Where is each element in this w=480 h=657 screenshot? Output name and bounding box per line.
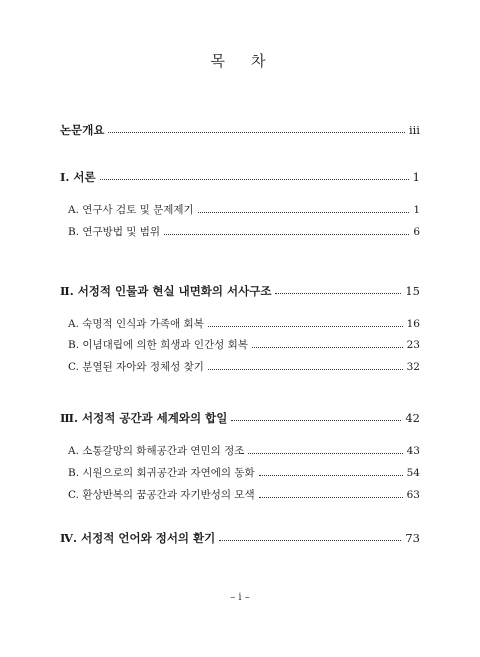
toc-section-label: B. 이념대립에 의한 희생과 인간성 회복 [68,339,248,351]
toc-section-page: 16 [406,318,420,330]
dot-leader [259,474,403,476]
toc-section-page: 23 [406,339,420,351]
toc-section-label: B. 연구방법 및 범위 [68,226,161,238]
toc-chapter-page: 1 [412,170,420,184]
toc-chapter-page: 15 [405,284,420,298]
toc-chapter-4[interactable] [60,530,420,546]
toc-section-page: 32 [406,361,420,373]
page-number-footer: – i – [230,592,250,603]
toc-section-3c[interactable] [68,487,420,502]
toc-section-page: 1 [413,204,420,216]
toc-section-label: A. 숙명적 인식과 가족애 회복 [68,318,204,330]
toc-chapter-3[interactable] [60,410,420,426]
dot-leader [275,292,401,294]
toc-section-page: 43 [406,445,420,457]
toc-chapter-page: 73 [405,531,420,545]
toc-section-page: 54 [406,467,420,479]
dot-leader [198,211,410,213]
toc-section-label: B. 시원으로의 회귀공간과 자연에의 동화 [68,467,255,479]
toc-section-label: A. 연구사 검토 및 문제제기 [68,204,194,216]
dot-leader [108,131,405,133]
dot-leader [252,346,403,348]
toc-section-2b[interactable] [68,337,420,352]
dot-leader [248,452,402,454]
title-char-left: 목 [210,52,229,70]
toc-section-page: 6 [413,226,420,238]
toc-entry-page: iii [408,123,420,137]
title-char-right: 차 [251,52,270,70]
toc-chapter-label: Ⅲ. 서정적 공간과 세계와의 합일 [60,411,228,425]
toc-section-3a[interactable] [68,443,420,458]
dot-leader [208,325,403,327]
toc-section-label: C. 분열된 자아와 정체성 찾기 [68,361,204,373]
toc-section-label: A. 소통갈망의 화해공간과 연민의 정조 [68,445,245,457]
toc-section-1b[interactable] [68,224,420,239]
dot-leader [100,178,409,180]
dot-leader [208,368,403,370]
toc-section-label: C. 환상반복의 꿈공간과 자기반성의 모색 [68,489,255,501]
dot-leader [231,419,401,421]
toc-section-3b[interactable] [68,465,420,480]
toc-section-page: 63 [406,489,420,501]
toc-section-1a[interactable] [68,202,420,217]
toc-section-2a[interactable] [68,316,420,331]
page-title [0,50,480,71]
toc-chapter-page: 42 [405,411,420,425]
toc-chapter-label: Ⅳ. 서정적 언어와 정서의 환기 [60,531,216,545]
dot-leader [219,539,401,541]
dot-leader [164,233,409,235]
toc-chapter-1[interactable] [60,169,420,185]
toc-entry-abstract[interactable] [60,122,420,138]
toc-chapter-label: Ⅱ. 서정적 인물과 현실 내면화의 서사구조 [60,284,272,298]
dot-leader [259,496,403,498]
toc-chapter-label: Ⅰ. 서론 [60,170,96,184]
toc-entry-label: 논문개요 [60,123,105,137]
toc-section-2c[interactable] [68,359,420,374]
toc-chapter-2[interactable] [60,283,420,299]
